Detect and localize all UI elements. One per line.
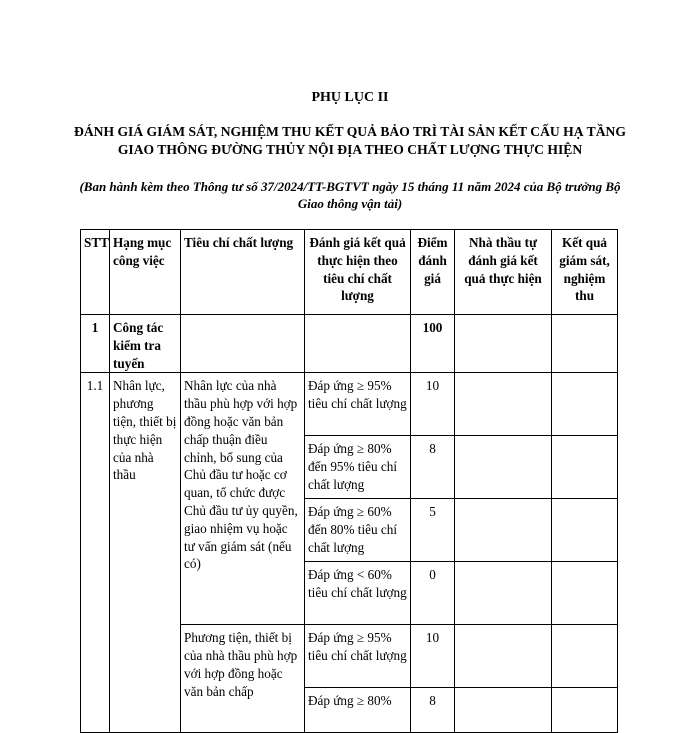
result-cell — [552, 315, 618, 373]
stt-cell: 1 — [81, 315, 110, 373]
document-subtitle: (Ban hành kèm theo Thông tư số 37/2024/TT-BGTVT ngày 15 tháng 11 năm 2024 của Bộ trưởng Bộ Giao thông vận tải) — [79, 179, 621, 211]
self-assessment-cell — [455, 688, 552, 733]
evaluation-cell: Đáp ứng ≥ 95% tiêu chí chất lượng — [305, 625, 411, 688]
evaluation-cell: Đáp ứng ≥ 80% — [305, 688, 411, 733]
self-assessment-cell — [455, 562, 552, 625]
document-title: ĐÁNH GIÁ GIÁM SÁT, NGHIỆM THU KẾT QUẢ BẢO TRÌ TÀI SẢN KẾT CẤU HẠ TẦNG GIAO THÔNG ĐƯỜNG THỦY NỘI ĐỊA THEO CHẤT LƯỢNG THỰC HIỆN — [74, 124, 626, 157]
self-assessment-cell — [455, 373, 552, 436]
score-cell: 10 — [411, 625, 455, 688]
table-row — [81, 373, 618, 436]
result-cell — [552, 625, 618, 688]
self-assessment-cell — [455, 499, 552, 562]
col-header-stt: STT — [81, 230, 110, 315]
result-cell — [552, 499, 618, 562]
col-header-item: Hạng mục công việc — [110, 230, 181, 315]
self-assessment-cell — [455, 625, 552, 688]
criteria-cell — [181, 315, 305, 373]
item-cell: Nhân lực, phương tiện, thiết bị thực hiện của nhà thầu — [110, 373, 181, 733]
evaluation-table — [80, 229, 618, 733]
item-cell: Công tác kiểm tra tuyến — [110, 315, 181, 373]
appendix-heading: PHỤ LỤC II — [311, 90, 389, 105]
result-cell — [552, 688, 618, 733]
col-header-result: Kết quả giám sát, nghiệm thu — [552, 230, 618, 315]
result-cell — [552, 562, 618, 625]
evaluation-cell: Đáp ứng < 60% tiêu chí chất lượng — [305, 562, 411, 625]
table-header-row — [81, 230, 618, 315]
criteria-cell: Nhân lực của nhà thầu phù hợp với hợp đồng hoặc văn bản chấp thuận điều chỉnh, bổ sung của Chủ đầu tư hoặc cơ quan, tổ chức được Chủ đầu tư ủy quyền, giao nhiệm vụ hoặc tư vấn giám sát (nếu có) — [181, 373, 305, 625]
score-cell: 8 — [411, 688, 455, 733]
score-cell: 8 — [411, 436, 455, 499]
stt-cell: 1.1 — [81, 373, 110, 733]
col-header-self-assessment: Nhà thầu tự đánh giá kết quả thực hiện — [455, 230, 552, 315]
result-cell — [552, 373, 618, 436]
col-header-criteria: Tiêu chí chất lượng — [181, 230, 305, 315]
evaluation-cell — [305, 315, 411, 373]
self-assessment-cell — [455, 436, 552, 499]
table-row — [81, 315, 618, 373]
result-cell — [552, 436, 618, 499]
score-cell: 5 — [411, 499, 455, 562]
col-header-score: Điểm đánh giá — [411, 230, 455, 315]
col-header-evaluation: Đánh giá kết quả thực hiện theo tiêu chí chất lượng — [305, 230, 411, 315]
evaluation-cell: Đáp ứng ≥ 80% đến 95% tiêu chí chất lượng — [305, 436, 411, 499]
self-assessment-cell — [455, 315, 552, 373]
evaluation-cell: Đáp ứng ≥ 60% đến 80% tiêu chí chất lượng — [305, 499, 411, 562]
score-cell: 100 — [411, 315, 455, 373]
score-cell: 10 — [411, 373, 455, 436]
criteria-cell: Phương tiện, thiết bị của nhà thầu phù hợp với hợp đồng hoặc văn bản chấp — [181, 625, 305, 733]
evaluation-cell: Đáp ứng ≥ 95% tiêu chí chất lượng — [305, 373, 411, 436]
score-cell: 0 — [411, 562, 455, 625]
